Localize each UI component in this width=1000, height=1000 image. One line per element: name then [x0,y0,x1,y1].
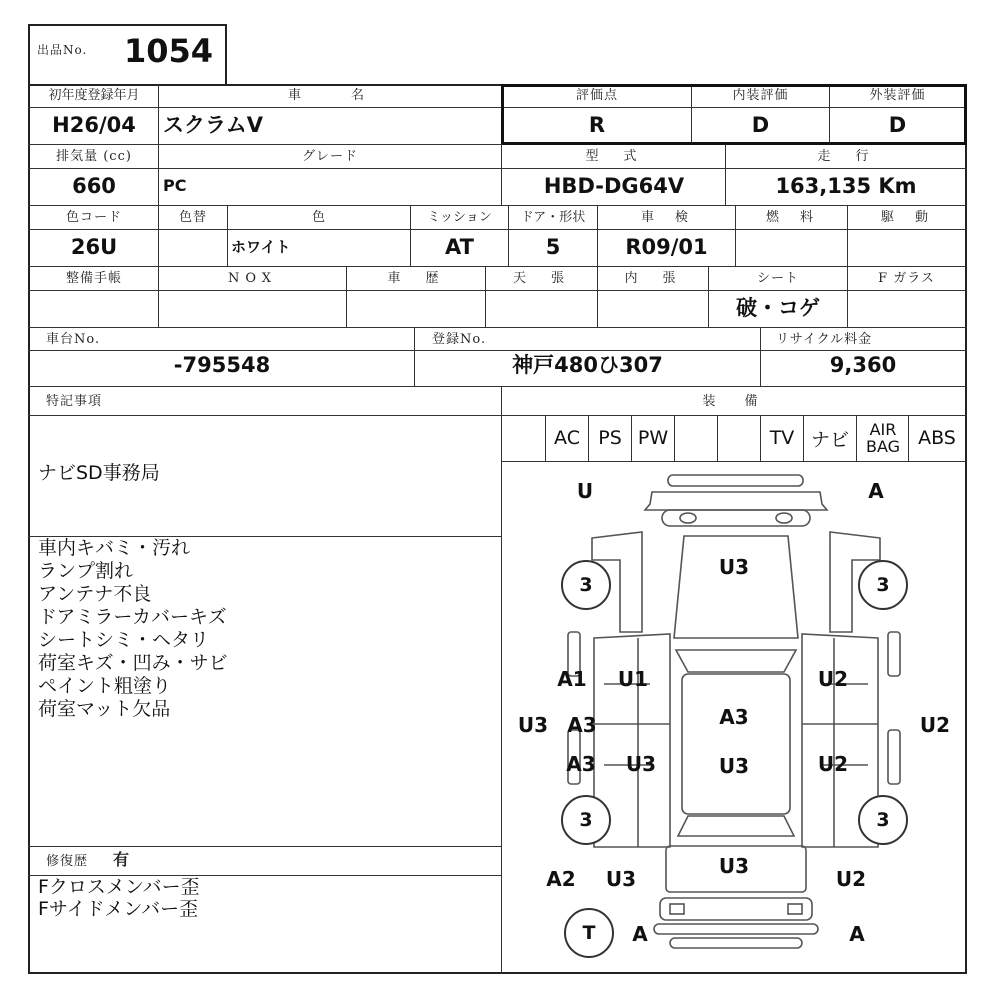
mark-hood: U3 [718,555,750,579]
registration-value: 神戸480ひ307 [512,353,663,377]
remark-note: ランプ割れ [38,560,134,582]
equip-tv: TV [769,427,795,449]
score-value: R [588,113,606,137]
repair-note: Fサイドメンバー歪 [38,898,199,920]
wheel-rl-circle: 3 [561,795,611,845]
equip-cell-empty [718,416,760,460]
chassis-label: 車台No. [46,332,101,347]
displacement-value: 660 [72,174,116,198]
mark-back-door: U3 [718,854,750,878]
mileage-value: 163,135 Km [775,174,917,198]
mark-roof-rear: U3 [718,754,750,778]
remark-note: 車内キバミ・汚れ [38,537,191,559]
mark-pillar-left: U3 [517,713,549,737]
roof-label: 天 張 [512,271,570,286]
equipment-label: 装 備 [702,394,766,409]
nox-value [159,290,346,326]
equip-ps: PS [598,427,622,449]
door-value: 5 [545,235,561,259]
repair-label: 修復歴 [46,854,89,869]
history-value [347,290,485,326]
repair-note: Fクロスメンバー歪 [38,876,200,898]
remark-note: 荷室キズ・凹み・サビ [38,652,228,674]
mark-door-rear-right: U2 [817,752,849,776]
color-code-value: 26U [70,235,118,259]
color-label: 色 [311,210,326,225]
roof-value [486,290,597,326]
inspection-value: R09/01 [625,235,708,259]
remarks-top-note: ナビSD事務局 [38,462,160,484]
wheel-fl-circle: 3 [561,560,611,610]
color-change-label: 色替 [178,210,207,225]
remark-note: 荷室マット欠品 [38,698,171,720]
drive-value [848,229,965,265]
drive-label: 駆 動 [880,210,932,225]
car-name-label: 車 名 [287,88,372,103]
model-value: HBD-DG64V [543,174,685,198]
fglass-value [848,290,965,326]
color-code-label: 色コード [65,210,122,225]
seat-label: シート [756,271,799,286]
mark-door-rear-left: A3 [566,752,596,776]
equip-abs: ABS [918,427,956,449]
equip-pw: PW [637,427,669,449]
first-reg-label: 初年度登録年月 [48,88,140,103]
mission-value: AT [445,235,474,259]
remark-note: ドアミラーカバーキズ [38,606,227,628]
seat-value: 破・コゲ [736,296,820,320]
mark-roof: A3 [719,705,749,729]
grade-label: グレード [301,149,358,164]
maintenance-label: 整備手帳 [65,271,122,286]
interior-trim-value [598,290,708,326]
equip-airbag: AIR BAG [865,420,901,456]
equip-cell-empty [503,416,545,460]
fuel-value [736,229,847,265]
mission-label: ミッション [427,210,492,225]
registration-label: 登録No. [432,332,487,347]
equip-navi: ナビ [810,428,849,451]
interior-trim-label: 内 張 [624,271,682,286]
door-label: ドア・形状 [520,210,586,225]
car-name-value: スクラムV [163,113,264,137]
history-label: 車 歴 [387,271,445,286]
equip-ac: AC [554,427,580,449]
mileage-label: 走 行 [817,149,875,164]
mark-quarter-left: A2 [546,867,576,891]
mark-pillar-right: U2 [919,713,951,737]
lot-label: 出品No. [37,43,88,57]
wheel-fr-circle: 3 [858,560,908,610]
mark-fender-right: U2 [817,667,849,691]
color-value: ホワイト [231,238,291,256]
wheel-rr-circle: 3 [858,795,908,845]
recycle-label: リサイクル料金 [776,332,873,347]
fglass-label: F ガラス [878,271,935,286]
remark-note: シートシミ・ヘタリ [38,629,210,651]
lot-number: 1054 [124,32,214,70]
mark-door-rear-left2: U3 [625,752,657,776]
chassis-value: -795548 [173,353,271,377]
interior-score-label: 内装評価 [732,88,789,103]
grade-value: PC [163,176,187,195]
mark-quarter-right: U2 [835,867,867,891]
equip-cell-empty [675,416,717,460]
interior-score-value: D [751,113,770,137]
mark-front-bumper-left: U [576,479,594,503]
score-label: 評価点 [575,88,618,103]
remarks-label: 特記事項 [46,394,103,409]
inspection-label: 車 検 [640,210,692,225]
recycle-value: 9,360 [829,353,897,377]
maintenance-value [30,290,158,326]
nox-label: NOX [227,271,278,286]
remark-note: ペイント粗塗り [38,675,172,697]
fuel-label: 燃 料 [765,210,817,225]
mark-door-front-left: U1 [617,667,649,691]
color-change-value [159,229,227,265]
repair-value: 有 [113,850,131,869]
mark-fender-left: A1 [557,667,587,691]
mark-rear-bumper-left: A [632,922,648,946]
mark-rear-bumper-right: A [849,922,865,946]
model-label: 型 式 [585,149,643,164]
exterior-score-value: D [888,113,907,137]
remark-note: アンテナ不良 [38,583,152,605]
mark-front-bumper-right: A [868,479,884,503]
mark-door-left-front-lower: A3 [567,713,597,737]
tire-circle: T [564,908,614,958]
first-reg-value: H26/04 [52,113,136,137]
mark-quarter-left2: U3 [605,867,637,891]
exterior-score-label: 外装評価 [869,88,926,103]
displacement-label: 排気量 (cc) [56,149,132,164]
